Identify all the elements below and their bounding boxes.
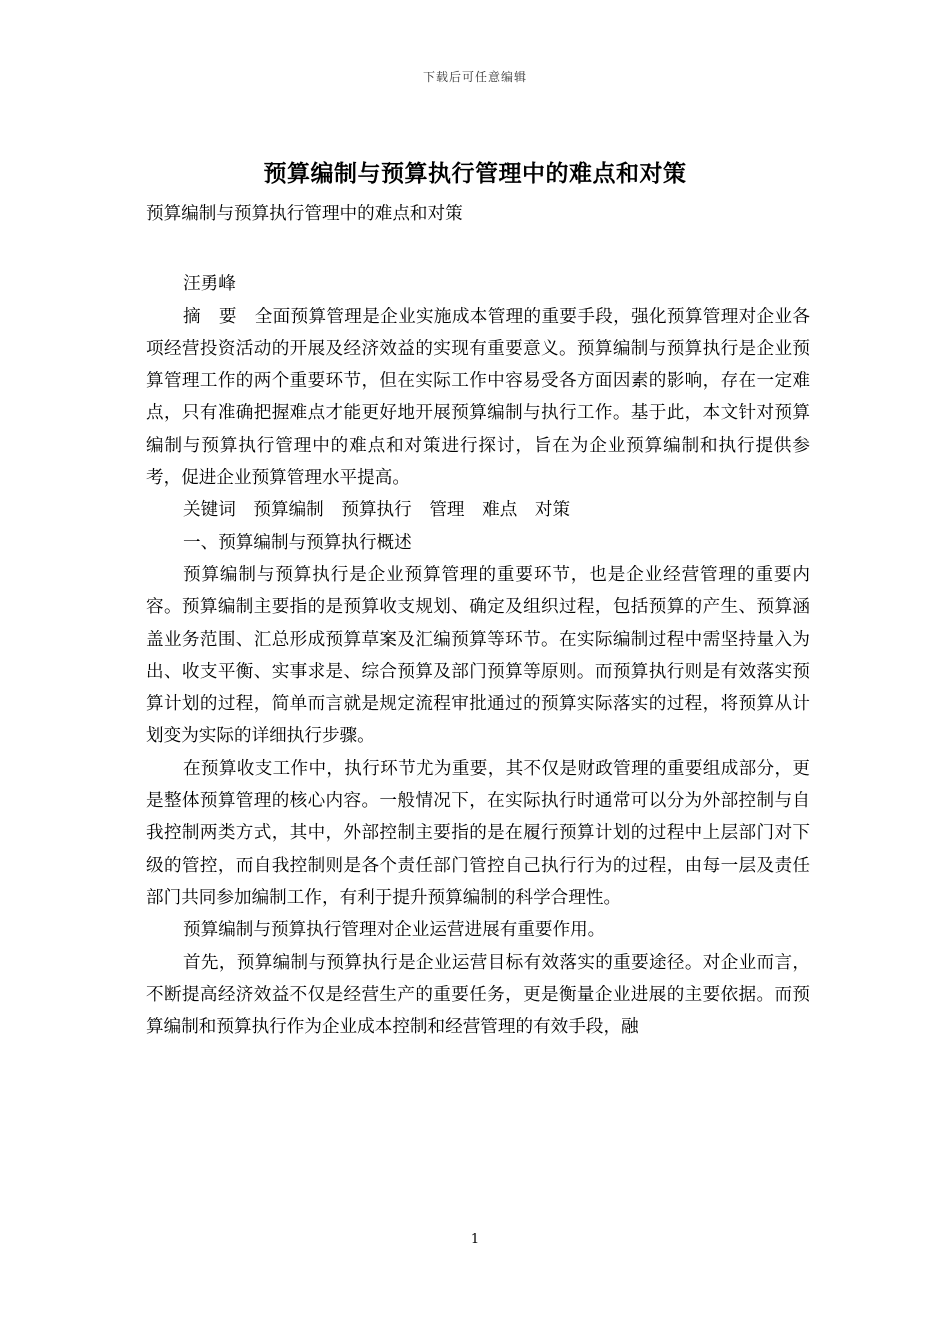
page-number: 1 xyxy=(470,1232,480,1247)
body-paragraph: 预算编制与预算执行管理对企业运营进展有重要作用。 xyxy=(183,920,606,941)
document-body xyxy=(146,198,810,1043)
abstract-paragraph: 摘 要 全面预算管理是企业实施成本管理的重要手段，强化预算管理对企业各项经营投资活动的开展及经济效益的实现有重要意义。预算编制与预算执行是企业预算管理工作的两个重要环节，但在实际工作中容易受各方面因素的影响，存在一定难点，只有准确把握难点才能更好地开展预算编制与执行工作。基于此，本文针对预算编制与预算执行管理中的难点和对策进行探讨，旨在为企业预算编制和执行提供参考，促进企业预算管理水平提高。 xyxy=(146,306,810,489)
keywords-line: 关键词 预算编制 预算执行 管理 难点 对策 xyxy=(183,500,571,521)
blank-line xyxy=(146,230,810,268)
author: 汪勇峰 xyxy=(183,274,236,295)
body-paragraph: 在预算收支工作中，执行环节尤为重要，其不仅是财政管理的重要组成部分，更是整体预算管理的核心内容。一般情况下，在实际执行时通常可以分为外部控制与自我控制两类方式，其中，外部控制主要指的是在履行预算计划的过程中上层部门对下级的管控，而自我控制则是各个责任部门管控自己执行行为的过程，由每一层及责任部门共同参加编制工作，有利于提升预算编制的科学合理性。 xyxy=(146,758,810,908)
header-note: 下载后可任意编辑 xyxy=(422,70,527,84)
body-paragraph: 首先，预算编制与预算执行是企业运营目标有效落实的重要途径。对企业而言，不断提高经济效益不仅是经营生产的重要任务，更是衡量企业进展的主要依据。而预算编制和预算执行作为企业成本控制和经营管理的有效手段，融 xyxy=(146,952,810,1038)
subtitle: 预算编制与预算执行管理中的难点和对策 xyxy=(146,204,463,224)
section-heading-1: 一、预算编制与预算执行概述 xyxy=(183,532,412,553)
body-paragraph: 预算编制与预算执行是企业预算管理的重要环节，也是企业经营管理的重要内容。预算编制主要指的是预算收支规划、确定及组织过程，包括预算的产生、预算涵盖业务范围、汇总形成预算草案及汇编预算等环节。在实际编制过程中需坚持量入为出、收支平衡、实事求是、综合预算及部门预算等原则。而预算执行则是有效落实预算计划的过程，简单而言就是规定流程审批通过的预算实际落实的过程，将预算从计划变为实际的详细执行步骤。 xyxy=(146,564,810,747)
document-title: 预算编制与预算执行管理中的难点和对策 xyxy=(263,160,687,187)
